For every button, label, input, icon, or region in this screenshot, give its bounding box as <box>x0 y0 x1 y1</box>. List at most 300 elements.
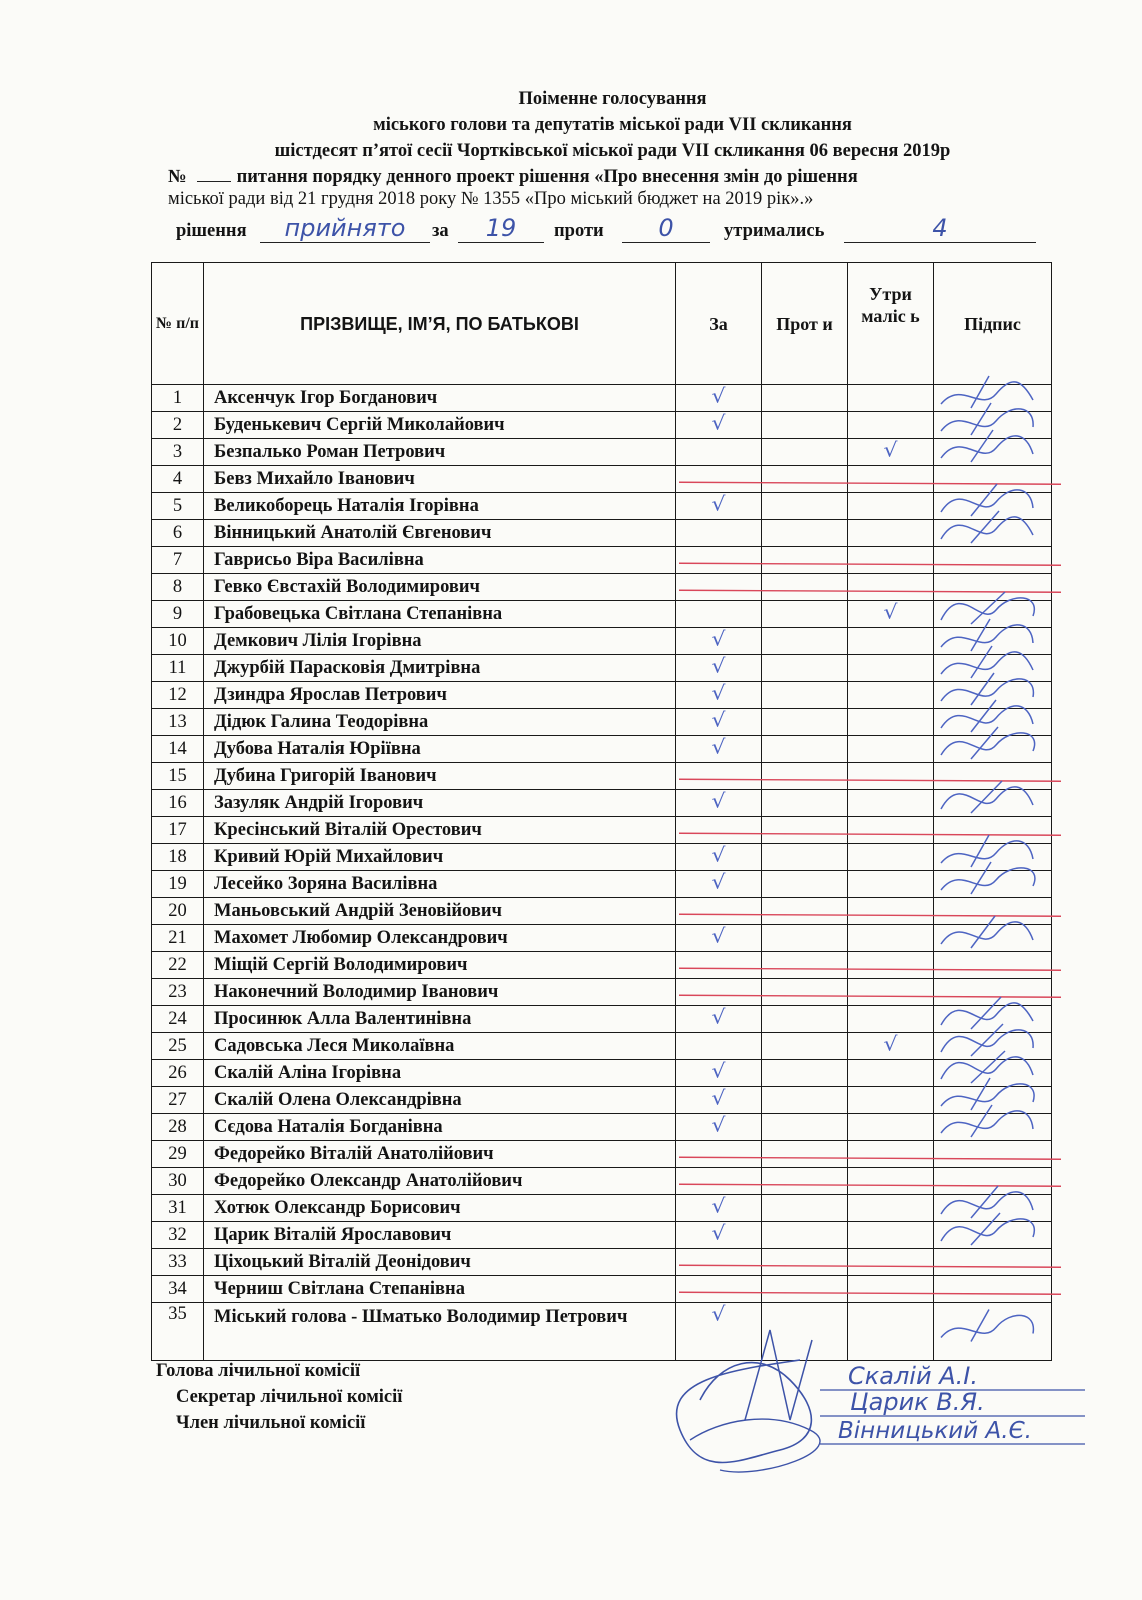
vote-abstained-cell <box>848 898 934 925</box>
session-line: шістдесят п’ятої сесії Чортківської міської ради VII скликання 06 вересня 2019р <box>274 141 951 161</box>
vote-against-cell <box>762 493 848 520</box>
vote-abstained-cell <box>848 1168 934 1195</box>
signature-cell <box>934 1249 1052 1276</box>
row-name: Кресінський Віталій Орестович <box>204 817 676 844</box>
question-number-label: № <box>168 167 187 187</box>
signature-cell <box>934 709 1052 736</box>
row-name: Грабовецька Світлана Степанівна <box>204 601 676 628</box>
vote-abstained-cell <box>848 601 934 628</box>
check-mark-icon: √ <box>711 1222 726 1245</box>
vote-for-cell <box>676 412 762 439</box>
vote-abstained-cell <box>848 574 934 601</box>
vote-against-cell <box>762 466 848 493</box>
row-number: 20 <box>152 898 204 925</box>
table-row <box>152 601 1052 628</box>
table-row <box>152 628 1052 655</box>
vote-abstained-cell <box>848 817 934 844</box>
signature-cell <box>934 1114 1052 1141</box>
for-label: за <box>432 221 449 241</box>
vote-against-cell <box>762 520 848 547</box>
table-row <box>152 844 1052 871</box>
vote-for-cell <box>676 1033 762 1060</box>
vote-for-cell <box>676 439 762 466</box>
vote-against-cell <box>762 709 848 736</box>
vote-for-cell <box>676 1249 762 1276</box>
check-mark-icon: √ <box>711 1060 726 1083</box>
signature-cell <box>934 1006 1052 1033</box>
row-name: Лесейко Зоряна Василівна <box>204 871 676 898</box>
vote-abstained-cell <box>848 1087 934 1114</box>
signature-cell <box>934 1303 1052 1361</box>
row-number: 2 <box>152 412 204 439</box>
row-name: Демкович Лілія Ігорівна <box>204 628 676 655</box>
vote-for-cell <box>676 709 762 736</box>
row-name: Царик Віталій Ярославович <box>204 1222 676 1249</box>
check-mark-icon: √ <box>711 1303 726 1326</box>
vote-abstained-cell <box>848 1114 934 1141</box>
vote-for-cell <box>676 1114 762 1141</box>
vote-for-cell <box>676 1222 762 1249</box>
signature-cell <box>934 439 1052 466</box>
vote-abstained-cell <box>848 1060 934 1087</box>
vote-against-cell <box>762 790 848 817</box>
check-mark-icon: √ <box>711 709 726 732</box>
row-number: 7 <box>152 547 204 574</box>
row-name: Хотюк Олександр Борисович <box>204 1195 676 1222</box>
row-name: Дзиндра Ярослав Петрович <box>204 682 676 709</box>
vote-abstained-cell <box>848 655 934 682</box>
vote-abstained-cell <box>848 952 934 979</box>
table-row <box>152 1222 1052 1249</box>
table-row <box>152 1195 1052 1222</box>
vote-abstained-cell <box>848 493 934 520</box>
check-mark-icon: √ <box>711 385 726 408</box>
vote-against-cell <box>762 682 848 709</box>
vote-for-cell <box>676 1303 762 1361</box>
check-mark-icon: √ <box>883 439 898 462</box>
check-mark-icon: √ <box>711 925 726 948</box>
vote-against-cell <box>762 952 848 979</box>
vote-for-cell <box>676 520 762 547</box>
row-number: 6 <box>152 520 204 547</box>
vote-for-cell <box>676 628 762 655</box>
vote-against-cell <box>762 1033 848 1060</box>
signature-cell <box>934 574 1052 601</box>
check-mark-icon: √ <box>711 790 726 813</box>
header-number: № п/п <box>152 263 204 385</box>
check-mark-icon: √ <box>883 1033 898 1056</box>
vote-abstained-cell <box>848 1249 934 1276</box>
signature-cell <box>934 412 1052 439</box>
vote-abstained-cell <box>848 628 934 655</box>
chair-signature-scribble <box>677 1360 812 1463</box>
vote-for-cell <box>676 952 762 979</box>
row-name: Дідюк Галина Теодорівна <box>204 709 676 736</box>
vote-against-cell <box>762 736 848 763</box>
row-number: 28 <box>152 1114 204 1141</box>
check-mark-icon: √ <box>711 736 726 759</box>
vote-against-cell <box>762 844 848 871</box>
row-name: Наконечний Володимир Іванович <box>204 979 676 1006</box>
row-number: 22 <box>152 952 204 979</box>
table-row <box>152 1033 1052 1060</box>
header-against: Прот и <box>762 263 848 385</box>
signature-cell <box>934 1276 1052 1303</box>
vote-against-cell <box>762 1222 848 1249</box>
vote-abstained-cell <box>848 520 934 547</box>
question-text-line1: питання порядку денного проект рішення «Про внесення змін до рішення <box>236 167 858 187</box>
signature-cell <box>934 790 1052 817</box>
vote-abstained-cell <box>848 547 934 574</box>
row-name: Ціхоцький Віталій Деонідович <box>204 1249 676 1276</box>
table-row <box>152 466 1052 493</box>
row-name: Скалій Олена Олександрівна <box>204 1087 676 1114</box>
vote-abstained-cell <box>848 1303 934 1361</box>
for-count: 19 <box>458 214 544 243</box>
vote-against-cell <box>762 1141 848 1168</box>
signature-cell <box>934 952 1052 979</box>
vote-against-cell <box>762 1006 848 1033</box>
row-name: Буденькевич Сергій Миколайович <box>204 412 676 439</box>
signature-cell <box>934 1141 1052 1168</box>
row-name: Аксенчук Ігор Богданович <box>204 385 676 412</box>
table-row <box>152 817 1052 844</box>
row-number: 1 <box>152 385 204 412</box>
vote-against-cell <box>762 817 848 844</box>
row-number: 11 <box>152 655 204 682</box>
signature-cell <box>934 925 1052 952</box>
vote-against-cell <box>762 1060 848 1087</box>
table-row <box>152 979 1052 1006</box>
vote-for-cell <box>676 601 762 628</box>
vote-abstained-cell <box>848 871 934 898</box>
vote-for-cell <box>676 547 762 574</box>
header-signature: Підпис <box>934 263 1052 385</box>
table-row <box>152 1249 1052 1276</box>
vote-for-cell <box>676 1276 762 1303</box>
row-name: Маньовський Андрій Зеновійович <box>204 898 676 925</box>
vote-against-cell <box>762 601 848 628</box>
row-name: Безпалько Роман Петрович <box>204 439 676 466</box>
signature-cell <box>934 1033 1052 1060</box>
vote-for-cell <box>676 1060 762 1087</box>
signature-cell <box>934 493 1052 520</box>
row-name: Дубова Наталія Юріївна <box>204 736 676 763</box>
header-name: ПРІЗВИЩЕ, ІМ’Я, ПО БАТЬКОВІ <box>204 263 676 385</box>
decision-line <box>176 214 1076 244</box>
signature-cell <box>934 844 1052 871</box>
signature-cell <box>934 763 1052 790</box>
vote-abstained-cell <box>848 790 934 817</box>
row-name: Великоборець Наталія Ігорівна <box>204 493 676 520</box>
vote-against-cell <box>762 655 848 682</box>
row-number: 29 <box>152 1141 204 1168</box>
check-mark-icon: √ <box>711 628 726 651</box>
decision-value: прийнято <box>260 214 430 243</box>
signature-cell <box>934 1060 1052 1087</box>
decision-label: рішення <box>176 221 247 241</box>
table-row <box>152 1141 1052 1168</box>
check-mark-icon: √ <box>883 601 898 624</box>
vote-against-cell <box>762 871 848 898</box>
table-row <box>152 736 1052 763</box>
table-row <box>152 574 1052 601</box>
table-row <box>152 1087 1052 1114</box>
signature-cell <box>934 466 1052 493</box>
vote-abstained-cell <box>848 412 934 439</box>
signature-cell <box>934 979 1052 1006</box>
row-name: Міщій Сергій Володимирович <box>204 952 676 979</box>
row-number: 3 <box>152 439 204 466</box>
row-number: 8 <box>152 574 204 601</box>
check-mark-icon: √ <box>711 412 726 435</box>
vote-against-cell <box>762 628 848 655</box>
row-number: 26 <box>152 1060 204 1087</box>
vote-abstained-cell <box>848 1006 934 1033</box>
vote-against-cell <box>762 925 848 952</box>
vote-against-cell <box>762 1114 848 1141</box>
vote-for-cell <box>676 1141 762 1168</box>
agenda-question-line1 <box>168 164 1069 188</box>
row-name: Черниш Світлана Степанівна <box>204 1276 676 1303</box>
table-row <box>152 1276 1052 1303</box>
vote-for-cell <box>676 763 762 790</box>
vote-abstained-cell <box>848 925 934 952</box>
vote-abstained-cell <box>848 466 934 493</box>
signature-cell <box>934 898 1052 925</box>
vote-abstained-cell <box>848 682 934 709</box>
vote-against-cell <box>762 412 848 439</box>
row-number: 4 <box>152 466 204 493</box>
row-name: Гаврисьо Віра Василівна <box>204 547 676 574</box>
against-count: 0 <box>622 214 710 243</box>
row-name: Міський голова - Шматько Володимир Петрович <box>204 1303 676 1361</box>
vote-abstained-cell <box>848 1141 934 1168</box>
signature-cell <box>934 547 1052 574</box>
document-title: Поіменне голосування <box>518 89 707 109</box>
vote-for-cell <box>676 1006 762 1033</box>
row-number: 16 <box>152 790 204 817</box>
check-mark-icon: √ <box>711 844 726 867</box>
vote-for-cell <box>676 385 762 412</box>
row-number: 30 <box>152 1168 204 1195</box>
vote-against-cell <box>762 1168 848 1195</box>
check-mark-icon: √ <box>711 1195 726 1218</box>
row-number: 15 <box>152 763 204 790</box>
signature-cell <box>934 1195 1052 1222</box>
commission-member-label: Член лічильної комісії <box>176 1413 366 1433</box>
vote-against-cell <box>762 898 848 925</box>
signature-cell <box>934 736 1052 763</box>
signature-cell <box>934 601 1052 628</box>
question-text-line2: міської ради від 21 грудня 2018 року № 1355 «Про міський бюджет на 2019 рік».» <box>168 189 814 209</box>
row-number: 25 <box>152 1033 204 1060</box>
signature-cell <box>934 385 1052 412</box>
row-number: 35 <box>152 1303 204 1361</box>
signature-cell <box>934 817 1052 844</box>
vote-against-cell <box>762 1087 848 1114</box>
vote-for-cell <box>676 817 762 844</box>
vote-for-cell <box>676 655 762 682</box>
row-number: 33 <box>152 1249 204 1276</box>
vote-abstained-cell <box>848 1033 934 1060</box>
table-row <box>152 709 1052 736</box>
row-name: Гевко Євстахій Володимирович <box>204 574 676 601</box>
table-row <box>152 763 1052 790</box>
chair-handwritten-name: Скалій А.І. <box>848 1362 978 1390</box>
check-mark-icon: √ <box>711 655 726 678</box>
vote-against-cell <box>762 574 848 601</box>
check-mark-icon: √ <box>711 1114 726 1137</box>
row-number: 27 <box>152 1087 204 1114</box>
vote-for-cell <box>676 574 762 601</box>
table-row <box>152 1303 1052 1361</box>
check-mark-icon: √ <box>711 1006 726 1029</box>
vote-against-cell <box>762 547 848 574</box>
row-number: 17 <box>152 817 204 844</box>
row-name: Махомет Любомир Олександрович <box>204 925 676 952</box>
row-number: 23 <box>152 979 204 1006</box>
against-label: проти <box>554 221 604 241</box>
vote-abstained-cell <box>848 1195 934 1222</box>
vote-for-cell <box>676 925 762 952</box>
vote-for-cell <box>676 844 762 871</box>
row-number: 5 <box>152 493 204 520</box>
vote-against-cell <box>762 439 848 466</box>
check-mark-icon: √ <box>711 682 726 705</box>
table-body <box>152 385 1052 1361</box>
vote-against-cell <box>762 1249 848 1276</box>
signature-cell <box>934 1168 1052 1195</box>
document-subtitle: міського голови та депутатів міської ради VII скликання <box>373 115 852 135</box>
secretary-signature-scribble <box>690 1419 820 1472</box>
abstained-label: утримались <box>724 221 825 241</box>
row-number: 34 <box>152 1276 204 1303</box>
row-number: 9 <box>152 601 204 628</box>
table-row <box>152 1006 1052 1033</box>
vote-for-cell <box>676 682 762 709</box>
table-row <box>152 655 1052 682</box>
row-number: 14 <box>152 736 204 763</box>
vote-abstained-cell <box>848 763 934 790</box>
signature-cell <box>934 682 1052 709</box>
check-mark-icon: √ <box>711 1087 726 1110</box>
vote-for-cell <box>676 1168 762 1195</box>
check-mark-icon: √ <box>711 871 726 894</box>
vote-abstained-cell <box>848 736 934 763</box>
row-number: 24 <box>152 1006 204 1033</box>
secretary-handwritten-name: Царик В.Я. <box>850 1388 985 1416</box>
row-name: Зазуляк Андрій Ігорович <box>204 790 676 817</box>
vote-abstained-cell <box>848 709 934 736</box>
signature-cell <box>934 628 1052 655</box>
vote-abstained-cell <box>848 439 934 466</box>
row-name: Бевз Михайло Іванович <box>204 466 676 493</box>
table-row <box>152 871 1052 898</box>
table-row <box>152 1114 1052 1141</box>
vote-abstained-cell <box>848 1222 934 1249</box>
signature-cell <box>934 520 1052 547</box>
member-handwritten-name: Вінницький А.Є. <box>838 1418 1032 1444</box>
row-name: Садовська Леся Миколаївна <box>204 1033 676 1060</box>
vote-for-cell <box>676 736 762 763</box>
row-number: 12 <box>152 682 204 709</box>
vote-for-cell <box>676 871 762 898</box>
vote-against-cell <box>762 1303 848 1361</box>
vote-against-cell <box>762 1276 848 1303</box>
vote-for-cell <box>676 979 762 1006</box>
row-name: Джурбій Парасковія Дмитрівна <box>204 655 676 682</box>
vote-for-cell <box>676 466 762 493</box>
header-abstained: Утри маліс ь <box>848 263 934 385</box>
table-row <box>152 1060 1052 1087</box>
row-name: Сєдова Наталія Богданівна <box>204 1114 676 1141</box>
table-row <box>152 412 1052 439</box>
signature-cell <box>934 1087 1052 1114</box>
table-row <box>152 898 1052 925</box>
table-row <box>152 682 1052 709</box>
row-number: 13 <box>152 709 204 736</box>
vote-abstained-cell <box>848 844 934 871</box>
row-number: 32 <box>152 1222 204 1249</box>
row-name: Федорейко Олександр Анатолійович <box>204 1168 676 1195</box>
table-row <box>152 385 1052 412</box>
row-number: 21 <box>152 925 204 952</box>
vote-for-cell <box>676 493 762 520</box>
table-row <box>152 790 1052 817</box>
table-row <box>152 520 1052 547</box>
row-name: Вінницький Анатолій Євгенович <box>204 520 676 547</box>
vote-against-cell <box>762 979 848 1006</box>
vote-against-cell <box>762 1195 848 1222</box>
table-row <box>152 952 1052 979</box>
table-row <box>152 547 1052 574</box>
signature-cell <box>934 655 1052 682</box>
vote-table <box>151 262 1052 1361</box>
vote-abstained-cell <box>848 385 934 412</box>
row-number: 19 <box>152 871 204 898</box>
table-row <box>152 439 1052 466</box>
row-number: 10 <box>152 628 204 655</box>
table-row <box>152 493 1052 520</box>
vote-abstained-cell <box>848 979 934 1006</box>
table-header-row <box>152 263 1052 385</box>
table-row <box>152 1168 1052 1195</box>
row-number: 31 <box>152 1195 204 1222</box>
vote-for-cell <box>676 1087 762 1114</box>
vote-against-cell <box>762 385 848 412</box>
vote-for-cell <box>676 898 762 925</box>
header-for: За <box>676 263 762 385</box>
row-name: Федорейко Віталій Анатолійович <box>204 1141 676 1168</box>
commission-secretary-label: Секретар лічильної комісії <box>176 1387 403 1407</box>
vote-for-cell <box>676 1195 762 1222</box>
abstained-count: 4 <box>844 214 1036 243</box>
signature-cell <box>934 1222 1052 1249</box>
vote-against-cell <box>762 763 848 790</box>
row-name: Просинюк Алла Валентинівна <box>204 1006 676 1033</box>
question-number-blank <box>197 164 231 182</box>
signature-cell <box>934 871 1052 898</box>
table-row <box>152 925 1052 952</box>
vote-for-cell <box>676 790 762 817</box>
row-name: Скалій Аліна Ігорівна <box>204 1060 676 1087</box>
check-mark-icon: √ <box>711 493 726 516</box>
vote-abstained-cell <box>848 1276 934 1303</box>
row-number: 18 <box>152 844 204 871</box>
row-name: Кривий Юрій Михайлович <box>204 844 676 871</box>
row-name: Дубина Григорій Іванович <box>204 763 676 790</box>
